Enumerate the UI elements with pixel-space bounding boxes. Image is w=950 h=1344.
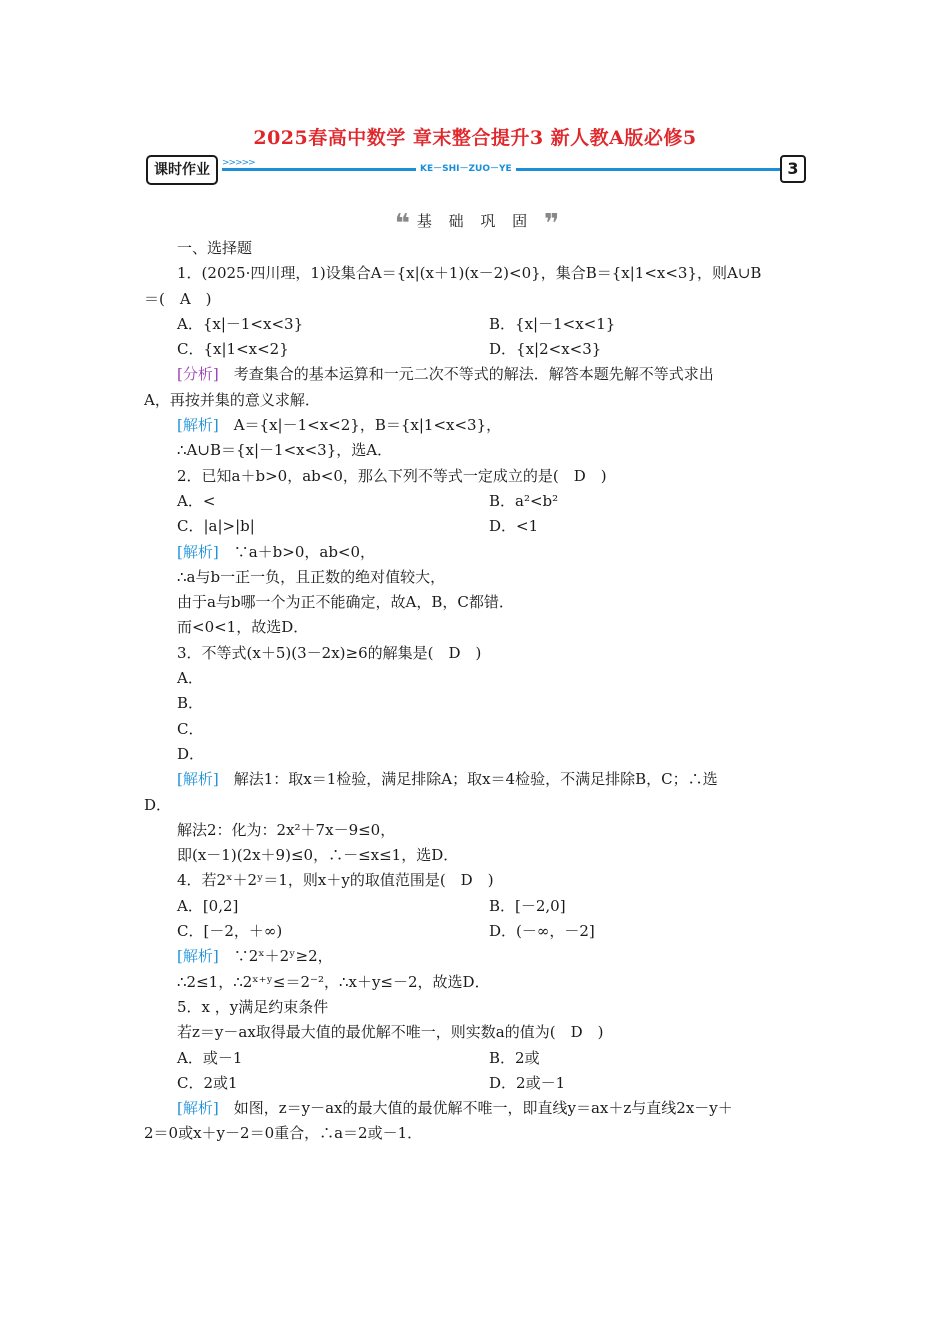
options-row [144, 514, 812, 539]
option-a: A．< [177, 491, 216, 510]
document-body [144, 236, 812, 1147]
banner-arrows: >>>>> [222, 158, 255, 168]
solution-label: [解析] [177, 1099, 219, 1118]
option-a: A． [177, 669, 203, 688]
solution-text: ∵2ˣ＋2ʸ≥2， [218, 947, 333, 966]
option-a: A．[0,2] [177, 896, 239, 915]
solution-text: 如图，z＝y－ax的最大值的最优解不唯一，即直线y＝ax＋z与直线2x－y＋ [218, 1099, 733, 1118]
banner-number: 3 [780, 155, 806, 183]
question-3: 3．不等式(x＋5)(3－2x)≥6的解集是( D ) [177, 643, 482, 662]
solution-text: ∴A∪B＝{x|－1<x<3}，选A． [177, 441, 393, 460]
close-quote-icon: ❞ [543, 209, 556, 239]
options-row [144, 1046, 812, 1071]
option-a: A．{x|－1<x<3} [177, 314, 304, 333]
solution-text: 2＝0或x＋y－2＝0重合，∴a＝2或－1． [144, 1124, 423, 1143]
option-c: C． [177, 719, 204, 738]
option-b: B．[－2,0] [489, 896, 566, 915]
solution-text: 解法1：取x＝1检验，满足排除A；取x＝4检验，不满足排除B，C；∴选 [218, 770, 718, 789]
option-d: D． [177, 744, 205, 763]
options-row [144, 312, 812, 337]
solution-label: [解析] [177, 416, 219, 435]
option-b: B．{x|－1<x<1} [489, 314, 616, 333]
section-heading [0, 209, 950, 239]
option-b: B．2或 [489, 1048, 540, 1067]
option-b: B． [177, 694, 204, 713]
options-row [144, 894, 812, 919]
document-title: 2025春高中数学 章末整合提升3 新人教A版必修5 [253, 127, 697, 149]
solution-text: 解法2：化为：2x²＋7x－9≤0， [177, 820, 396, 839]
solution-line [144, 767, 812, 792]
solution-text: D． [144, 795, 172, 814]
solution-line [144, 540, 812, 565]
solution-text: ∴2≤1，∴2ˣ⁺ʸ≤＝2⁻²，∴x＋y≤－2，故选D． [177, 972, 490, 991]
question-1: 1．(2025·四川理，1)设集合A＝{x|(x＋1)(x－2)<0}，集合B＝{x|1<x<3}，则A∪B [177, 264, 762, 283]
solution-text: 即(x－1)(2x＋9)≤0，∴－≤x≤1，选D． [177, 846, 459, 865]
analysis-text-2: A，再按并集的意义求解． [144, 390, 320, 409]
solution-label: [解析] [177, 770, 219, 789]
option-a: A．或－1 [177, 1048, 243, 1067]
question-2: 2．已知a＋b>0，ab<0，那么下列不等式一定成立的是( D ) [177, 466, 607, 485]
solution-text: 而<0<1，故选D． [177, 618, 309, 637]
section-label: 一、选择题 [177, 239, 253, 257]
option-d: D．<1 [489, 517, 539, 536]
analysis-label: [分析] [177, 365, 219, 384]
banner-pinyin: KE－SHI－ZUO－YE [416, 161, 516, 174]
question-1-answer: ＝( A ) [144, 289, 212, 308]
solution-text: A＝{x|－1<x<2}，B＝{x|1<x<3}， [218, 416, 502, 435]
option-c: C．{x|1<x<2} [177, 340, 289, 359]
section-title: 基 础 巩 固 [416, 212, 534, 230]
solution-text: 由于a与b哪一个为正不能确定，故A，B，C都错． [177, 593, 514, 612]
options-row [144, 1071, 812, 1096]
options-row [144, 337, 812, 362]
option-c: C．2或1 [177, 1073, 238, 1092]
solution-line [144, 944, 812, 969]
options-row [144, 489, 812, 514]
solution-line [144, 1096, 812, 1121]
option-d: D．2或－1 [489, 1073, 566, 1092]
option-d: D．{x|2<x<3} [489, 340, 602, 359]
option-c: C．[－2，＋∞) [177, 922, 283, 941]
option-d: D．(－∞，－2] [489, 922, 595, 941]
solution-text: ∴a与b一正一负，且正数的绝对值较大， [177, 567, 446, 586]
option-c: C．|a|>|b| [177, 517, 255, 536]
solution-line [144, 413, 812, 438]
option-b: B．a²<b² [489, 491, 559, 510]
options-row [144, 919, 812, 944]
analysis-line [144, 362, 812, 387]
question-5-text: 若z＝y－ax取得最大值的最优解不唯一，则实数a的值为( D ) [177, 1023, 604, 1042]
solution-label: [解析] [177, 542, 219, 561]
question-5: 5．x ，y满足约束条件 [177, 997, 329, 1016]
banner-tag: 课时作业 [146, 155, 218, 185]
solution-text: ∵a＋b>0，ab<0， [218, 542, 376, 561]
open-quote-icon: ❝ [394, 209, 407, 239]
question-4: 4．若2ˣ＋2ʸ＝1，则x＋y的取值范围是( D ) [177, 871, 494, 890]
solution-label: [解析] [177, 947, 219, 966]
homework-banner [146, 155, 806, 183]
analysis-text: 考查集合的基本运算和一元二次不等式的解法．解答本题先解不等式求出 [218, 365, 714, 384]
